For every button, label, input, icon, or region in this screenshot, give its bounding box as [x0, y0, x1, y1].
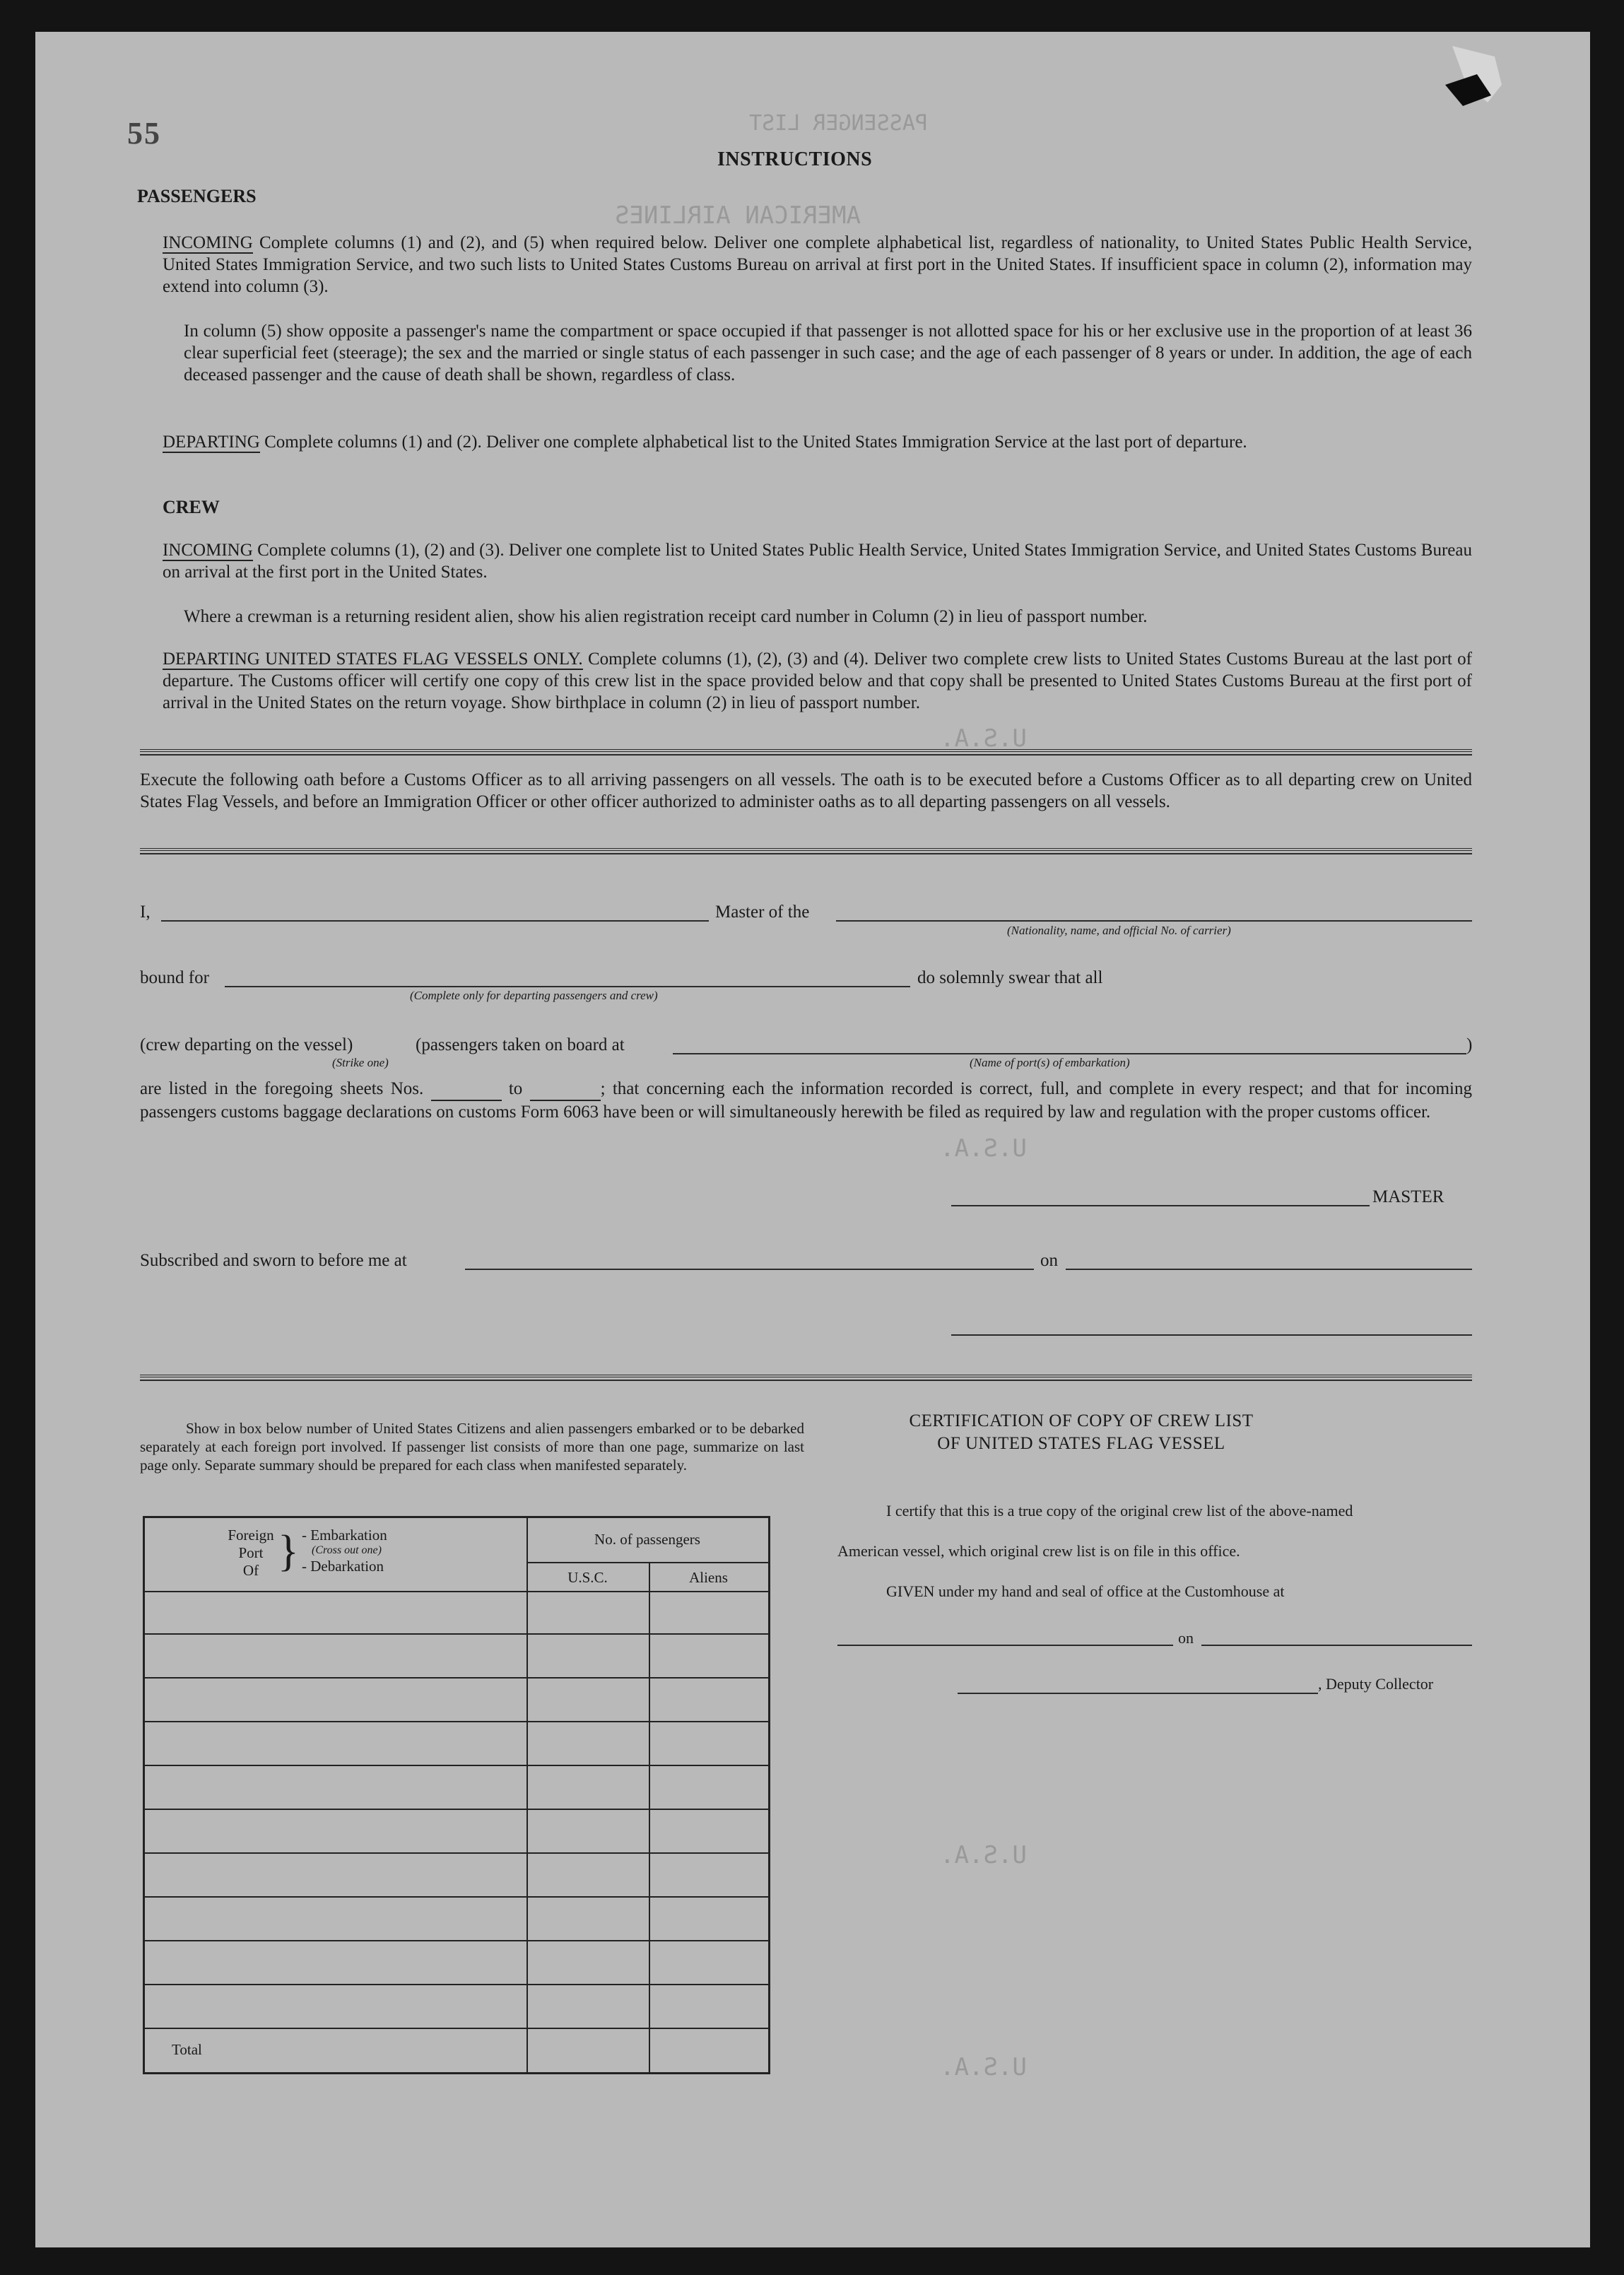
certify-line-1: I certify that this is a true copy of the original crew list of the above-named	[886, 1502, 1353, 1519]
bleed-through-text: AMERICAN AIRLINES	[615, 201, 861, 230]
certification-title	[883, 1410, 1279, 1455]
summary-instructions: Show in box below number of United States Citizens and alien passengers embarked or to be debarked separately at each foreign port involved. If passenger list consists of more than one page, summarize on last page only. Separate summary should be prepared for each class when manifested separately.	[140, 1420, 804, 1474]
sheet-to-field[interactable]	[530, 1078, 601, 1101]
officer-signature-field[interactable]	[951, 1334, 1472, 1336]
swear-label: do solemnly swear that all	[917, 968, 1103, 987]
carrier-field[interactable]	[836, 920, 1472, 922]
master-label: MASTER	[1372, 1187, 1444, 1206]
passengers-departing-block	[163, 431, 1472, 453]
foreign-port-of-header	[223, 1527, 279, 1580]
cert-date-field[interactable]	[1201, 1645, 1472, 1646]
sheets-statement	[140, 1078, 1472, 1123]
foreign-label: Foreign	[228, 1527, 274, 1544]
bleed-through-text: U.S.A.	[940, 724, 1027, 753]
bleed-through-text: U.S.A.	[940, 1134, 1027, 1163]
embarkation-port-field[interactable]	[673, 1053, 1466, 1054]
table-row-line	[145, 1984, 768, 1985]
table-row-line	[145, 1852, 768, 1854]
passengers-incoming-text: Complete columns (1) and (2), and (5) when required below. Deliver one complete alphabetical list, regardless of nationality, to United States Public Health Service, United States Immigration Service, and two such lists to United States Customs Bureau on arrival at first port in the United States. If insufficient space in column (2), information may extend into column (3).	[163, 233, 1473, 296]
subscribed-label: Subscribed and sworn to before me at	[140, 1251, 407, 1270]
corner-stamp	[1438, 42, 1505, 113]
cert-on-label: on	[1178, 1629, 1194, 1647]
sworn-location-field[interactable]	[465, 1269, 1034, 1270]
bleed-through-text: U.S.A.	[940, 2053, 1027, 2081]
form-page	[35, 32, 1590, 2247]
customhouse-field[interactable]	[837, 1645, 1173, 1646]
bound-for-label: bound for	[140, 968, 209, 987]
master-name-field[interactable]	[161, 920, 709, 922]
table-row-line	[145, 1591, 768, 1592]
table-row-line	[145, 1677, 768, 1679]
sworn-on-label: on	[1040, 1251, 1058, 1270]
passengers-incoming-block	[163, 232, 1472, 298]
passengers-incoming-label: INCOMING	[163, 233, 253, 252]
master-signature-field[interactable]	[951, 1205, 1370, 1206]
of-label: Of	[242, 1562, 259, 1579]
column5-text: In column (5) show opposite a passenger's name the compartment or space occupied if that passenger is not allotted space for his or her exclusive use in the proportion of at least 36 clear superficial feet (steerage); the sex and the married or single status of each passenger in such case; and the age of each passenger of 8 years or under. In addition, the age of each deceased passenger and the cause of death shall be shown, regardless of class.	[184, 322, 1472, 384]
bleed-through-text: U.S.A.	[940, 1841, 1027, 1869]
usc-header: U.S.C.	[567, 1569, 608, 1586]
close-paren: )	[1466, 1035, 1473, 1054]
sworn-date-field[interactable]	[1066, 1269, 1472, 1270]
section-rule	[140, 749, 1472, 756]
cross-out-caption: (Cross out one)	[312, 1544, 382, 1556]
table-row-line	[145, 2028, 768, 2029]
table-row-line	[145, 1765, 768, 1766]
table-row-line	[145, 1721, 768, 1722]
master-of-label: Master of the	[715, 903, 810, 922]
table-row-line	[145, 1809, 768, 1810]
table-divider	[526, 1518, 528, 2072]
sheet-from-field[interactable]	[431, 1078, 502, 1101]
table-row-line	[145, 1940, 768, 1941]
total-label: Total	[172, 2041, 202, 2058]
certification-title-2: OF UNITED STATES FLAG VESSEL	[937, 1434, 1225, 1453]
crew-incoming-block	[163, 539, 1472, 583]
table-divider	[526, 1562, 768, 1563]
sheets-to-label: to	[508, 1079, 523, 1098]
certification-title-1: CERTIFICATION OF COPY OF CREW LIST	[909, 1411, 1254, 1430]
summary-table	[143, 1516, 770, 2074]
section-rule	[140, 1375, 1472, 1381]
sheets-text-1: are listed in the foregoing sheets Nos.	[140, 1079, 424, 1098]
crew-departing-label: DEPARTING UNITED STATES FLAG VESSELS ONLY.	[163, 649, 583, 669]
certify-line-2: American vessel, which original crew list is on file in this office.	[837, 1542, 1240, 1560]
table-divider	[649, 1562, 650, 2072]
port-label: Port	[238, 1544, 264, 1561]
deputy-collector-label: , Deputy Collector	[1318, 1675, 1434, 1693]
crew-incoming-text: Complete columns (1), (2) and (3). Deliver one complete list to United States Public Health Service, United States Immigration Service, and United States Customs Bureau on arrival at the first port in the United States.	[163, 541, 1472, 582]
oath-intro: Execute the following oath before a Customs Officer as to all arriving passengers on all vessels. The oath is to be executed before a Customs Officer as to all departing crew on United States Flag Vessels, and before an Immigration Officer or other officer authorized to administer oaths as to all departing passengers on all vessels.	[140, 770, 1472, 811]
table-row-line	[145, 1896, 768, 1898]
crew-alien-text: Where a crewman is a returning resident alien, show his alien registration receipt card number in Column (2) in lieu of passport number.	[184, 607, 1148, 626]
port-caption: (Name of port(s) of embarkation)	[970, 1056, 1130, 1069]
passengers-taken-option: (passengers taken on board at	[416, 1035, 625, 1054]
margin-number: 55	[127, 116, 161, 151]
debarkation-label: - Debarkation	[302, 1558, 384, 1575]
sheets-text-2: ; that concerning each the information recorded is correct, full, and complete in every respect; and that for incoming passengers customs baggage declarations on customs Form 6063 have been or will simultaneously herewith be filed as required by law and regulation with the proper customs officer.	[140, 1079, 1473, 1122]
embarkation-label: - Embarkation	[302, 1527, 387, 1544]
brace-icon: }	[278, 1527, 299, 1575]
crew-incoming-label: INCOMING	[163, 541, 253, 560]
num-passengers-header: No. of passengers	[594, 1531, 700, 1548]
section-rule	[140, 848, 1472, 854]
carrier-caption: (Nationality, name, and official No. of carrier)	[1007, 924, 1231, 937]
crew-heading: CREW	[163, 497, 220, 517]
crew-departing-text: Complete columns (1), (2), (3) and (4). Deliver two complete crew lists to United States Customs Bureau at the last port of departure. The Customs officer will certify one copy of this crew list in the space provided below and that copy shall be presented to United States Customs Bureau at the first port of arrival in the United States on the return voyage. Show birthplace in column (2) in lieu of passport number.	[163, 649, 1472, 712]
passengers-heading: PASSENGERS	[137, 186, 257, 206]
aliens-header: Aliens	[689, 1569, 728, 1586]
bound-for-caption: (Complete only for departing passengers and crew)	[410, 989, 658, 1002]
passengers-departing-text: Complete columns (1) and (2). Deliver one complete alphabetical list to the United States Immigration Service at the last port of departure.	[264, 433, 1247, 452]
page-title: INSTRUCTIONS	[717, 148, 873, 170]
bound-for-field[interactable]	[225, 986, 910, 987]
oath-i-label: I,	[140, 903, 151, 922]
crew-departing-block	[163, 648, 1472, 714]
deputy-signature-field[interactable]	[958, 1693, 1318, 1694]
passengers-departing-label: DEPARTING	[163, 433, 260, 452]
embark-debark-header	[302, 1527, 387, 1575]
table-row-line	[145, 1633, 768, 1635]
crew-departing-option: (crew departing on the vessel)	[140, 1035, 353, 1054]
bleed-through-text: PASSENGER LIST	[749, 111, 928, 136]
given-label: GIVEN under my hand and seal of office at the Customhouse at	[886, 1582, 1285, 1600]
strike-caption: (Strike one)	[332, 1056, 389, 1069]
